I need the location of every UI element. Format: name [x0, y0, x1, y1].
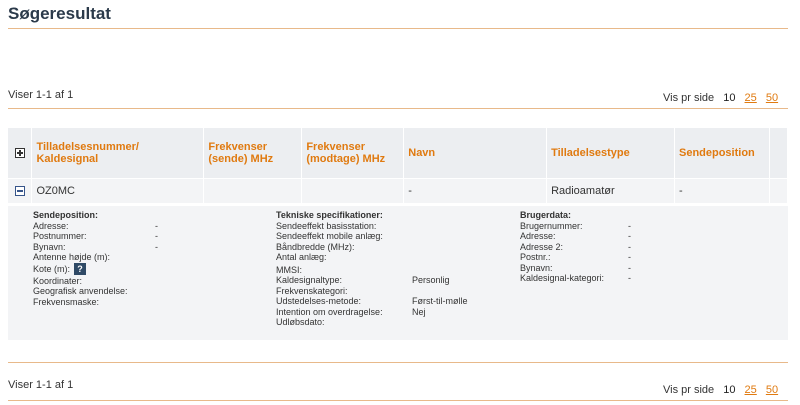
- divider: [8, 400, 788, 401]
- section-title-sendeposition: Sendeposition:: [33, 210, 98, 220]
- detail-value: -: [155, 220, 158, 231]
- detail-row: [276, 231, 516, 242]
- cell-type: Radioamatør: [547, 178, 675, 203]
- result-count-bottom: Viser 1-1 af 1: [8, 379, 74, 391]
- expand-all-cell[interactable]: [8, 128, 32, 178]
- detail-label: Kaldesignaltype:: [276, 275, 343, 285]
- detail-value: -: [628, 220, 631, 231]
- detail-row: [33, 286, 273, 297]
- detail-label: Adresse:: [520, 231, 556, 241]
- detail-label: Antenne højde (m):: [33, 252, 111, 262]
- per-page-selector-bottom: [663, 384, 778, 396]
- results-table: [8, 128, 788, 203]
- detail-label: Udløbsdato:: [276, 317, 325, 327]
- detail-row: [33, 297, 273, 308]
- detail-label: Adresse 2:: [520, 241, 564, 252]
- detail-label: Kaldesignal-kategori:: [520, 273, 605, 283]
- detail-value: -: [628, 252, 631, 262]
- table-header-row: [8, 128, 788, 178]
- detail-row: [33, 221, 273, 232]
- per-page-current: 10: [723, 384, 736, 396]
- expand-all-icon[interactable]: [15, 148, 25, 158]
- divider: [8, 362, 788, 363]
- divider: [8, 28, 788, 29]
- help-icon[interactable]: ?: [74, 263, 86, 275]
- detail-label: Bynavn:: [33, 241, 66, 252]
- cell-name: -: [404, 178, 547, 203]
- detail-label: Sendeeffekt basisstation:: [276, 220, 377, 231]
- detail-row: [276, 286, 516, 297]
- cell-position: -: [674, 178, 769, 203]
- detail-label: MMSI:: [276, 264, 302, 275]
- column-header-send-freq[interactable]: Frekvenser (sende) MHz: [204, 128, 302, 178]
- detail-label: Brugernummer:: [520, 220, 583, 231]
- detail-row: [520, 252, 760, 263]
- per-page-option-25[interactable]: 25: [744, 92, 757, 104]
- details-sendeposition: [33, 210, 273, 307]
- detail-value: -: [155, 241, 158, 252]
- detail-label: Postnr.:: [520, 252, 551, 262]
- detail-label: Koordinater:: [33, 275, 83, 286]
- per-page-label: Vis pr side: [663, 384, 715, 396]
- per-page-option-50[interactable]: 50: [765, 92, 779, 104]
- detail-label: Båndbredde (MHz):: [276, 241, 355, 252]
- per-page-option-50[interactable]: 50: [765, 384, 779, 396]
- detail-row: [276, 275, 516, 286]
- detail-row: [520, 231, 760, 242]
- detail-label: Intention om overdragelse:: [276, 306, 383, 317]
- collapse-icon[interactable]: [15, 186, 25, 196]
- detail-value: -: [155, 231, 158, 241]
- detail-row: [33, 242, 273, 253]
- detail-label: Antal anlæg:: [276, 252, 327, 262]
- column-header-callsign[interactable]: Tilladelsesnummer/ Kaldesignal: [32, 128, 204, 178]
- detail-label: Sendeeffekt mobile anlæg:: [276, 231, 383, 241]
- column-header-filler: [769, 128, 787, 178]
- detail-label: Postnummer:: [33, 231, 87, 241]
- detail-row: [33, 276, 273, 287]
- detail-row: [276, 296, 516, 307]
- cell-callsign: OZ0MC: [32, 178, 204, 203]
- detail-row: [276, 221, 516, 232]
- detail-row: [276, 307, 516, 318]
- detail-value: -: [628, 241, 631, 252]
- detail-row: [520, 242, 760, 253]
- column-header-name[interactable]: Navn: [404, 128, 547, 178]
- detail-value: Nej: [412, 306, 426, 317]
- details-brugerdata: [520, 210, 760, 284]
- detail-value: -: [628, 231, 631, 241]
- cell-recv-freq: [302, 178, 404, 203]
- page-title: Søgeresultat: [8, 4, 111, 23]
- detail-label: Geografisk anvendelse:: [33, 286, 128, 296]
- detail-row: [276, 242, 516, 253]
- detail-value: Først-til-mølle: [412, 296, 468, 306]
- detail-label: Udstedelses-metode:: [276, 296, 362, 306]
- detail-value: -: [628, 273, 631, 283]
- column-header-type[interactable]: Tilladelsestype: [547, 128, 675, 178]
- detail-row: [33, 263, 273, 276]
- per-page-label: Vis pr side: [663, 92, 715, 104]
- detail-label: Kote (m):: [33, 263, 71, 274]
- detail-label: Adresse:: [33, 220, 69, 231]
- detail-row: [520, 221, 760, 232]
- detail-value: Personlig: [412, 275, 450, 285]
- per-page-option-25[interactable]: 25: [744, 384, 757, 396]
- detail-row: [276, 252, 516, 263]
- cell-filler: [769, 178, 787, 203]
- per-page-selector-top: [663, 92, 778, 104]
- cell-send-freq: [204, 178, 302, 203]
- detail-row: [276, 265, 516, 276]
- section-title-brugerdata: Brugerdata:: [520, 210, 572, 220]
- detail-row: [520, 263, 760, 274]
- detail-value: -: [628, 262, 631, 273]
- per-page-current: 10: [723, 92, 736, 104]
- details-tekniske: [276, 210, 516, 328]
- detail-row: [33, 231, 273, 242]
- detail-label: Frekvenskategori:: [276, 285, 348, 296]
- detail-label: Bynavn:: [520, 262, 553, 273]
- detail-row: [33, 252, 273, 263]
- detail-row: [520, 273, 760, 284]
- divider: [8, 108, 788, 109]
- section-title-tekniske: Tekniske specifikationer:: [276, 210, 383, 220]
- column-header-position[interactable]: Sendeposition: [674, 128, 769, 178]
- detail-label: Frekvensmaske:: [33, 296, 100, 307]
- table-row[interactable]: [8, 178, 788, 203]
- details-panel: [8, 206, 788, 340]
- column-header-recv-freq[interactable]: Frekvenser (modtage) MHz: [302, 128, 404, 178]
- detail-row: [276, 317, 516, 328]
- collapse-row-cell[interactable]: [8, 178, 32, 203]
- result-count-top: Viser 1-1 af 1: [8, 89, 74, 101]
